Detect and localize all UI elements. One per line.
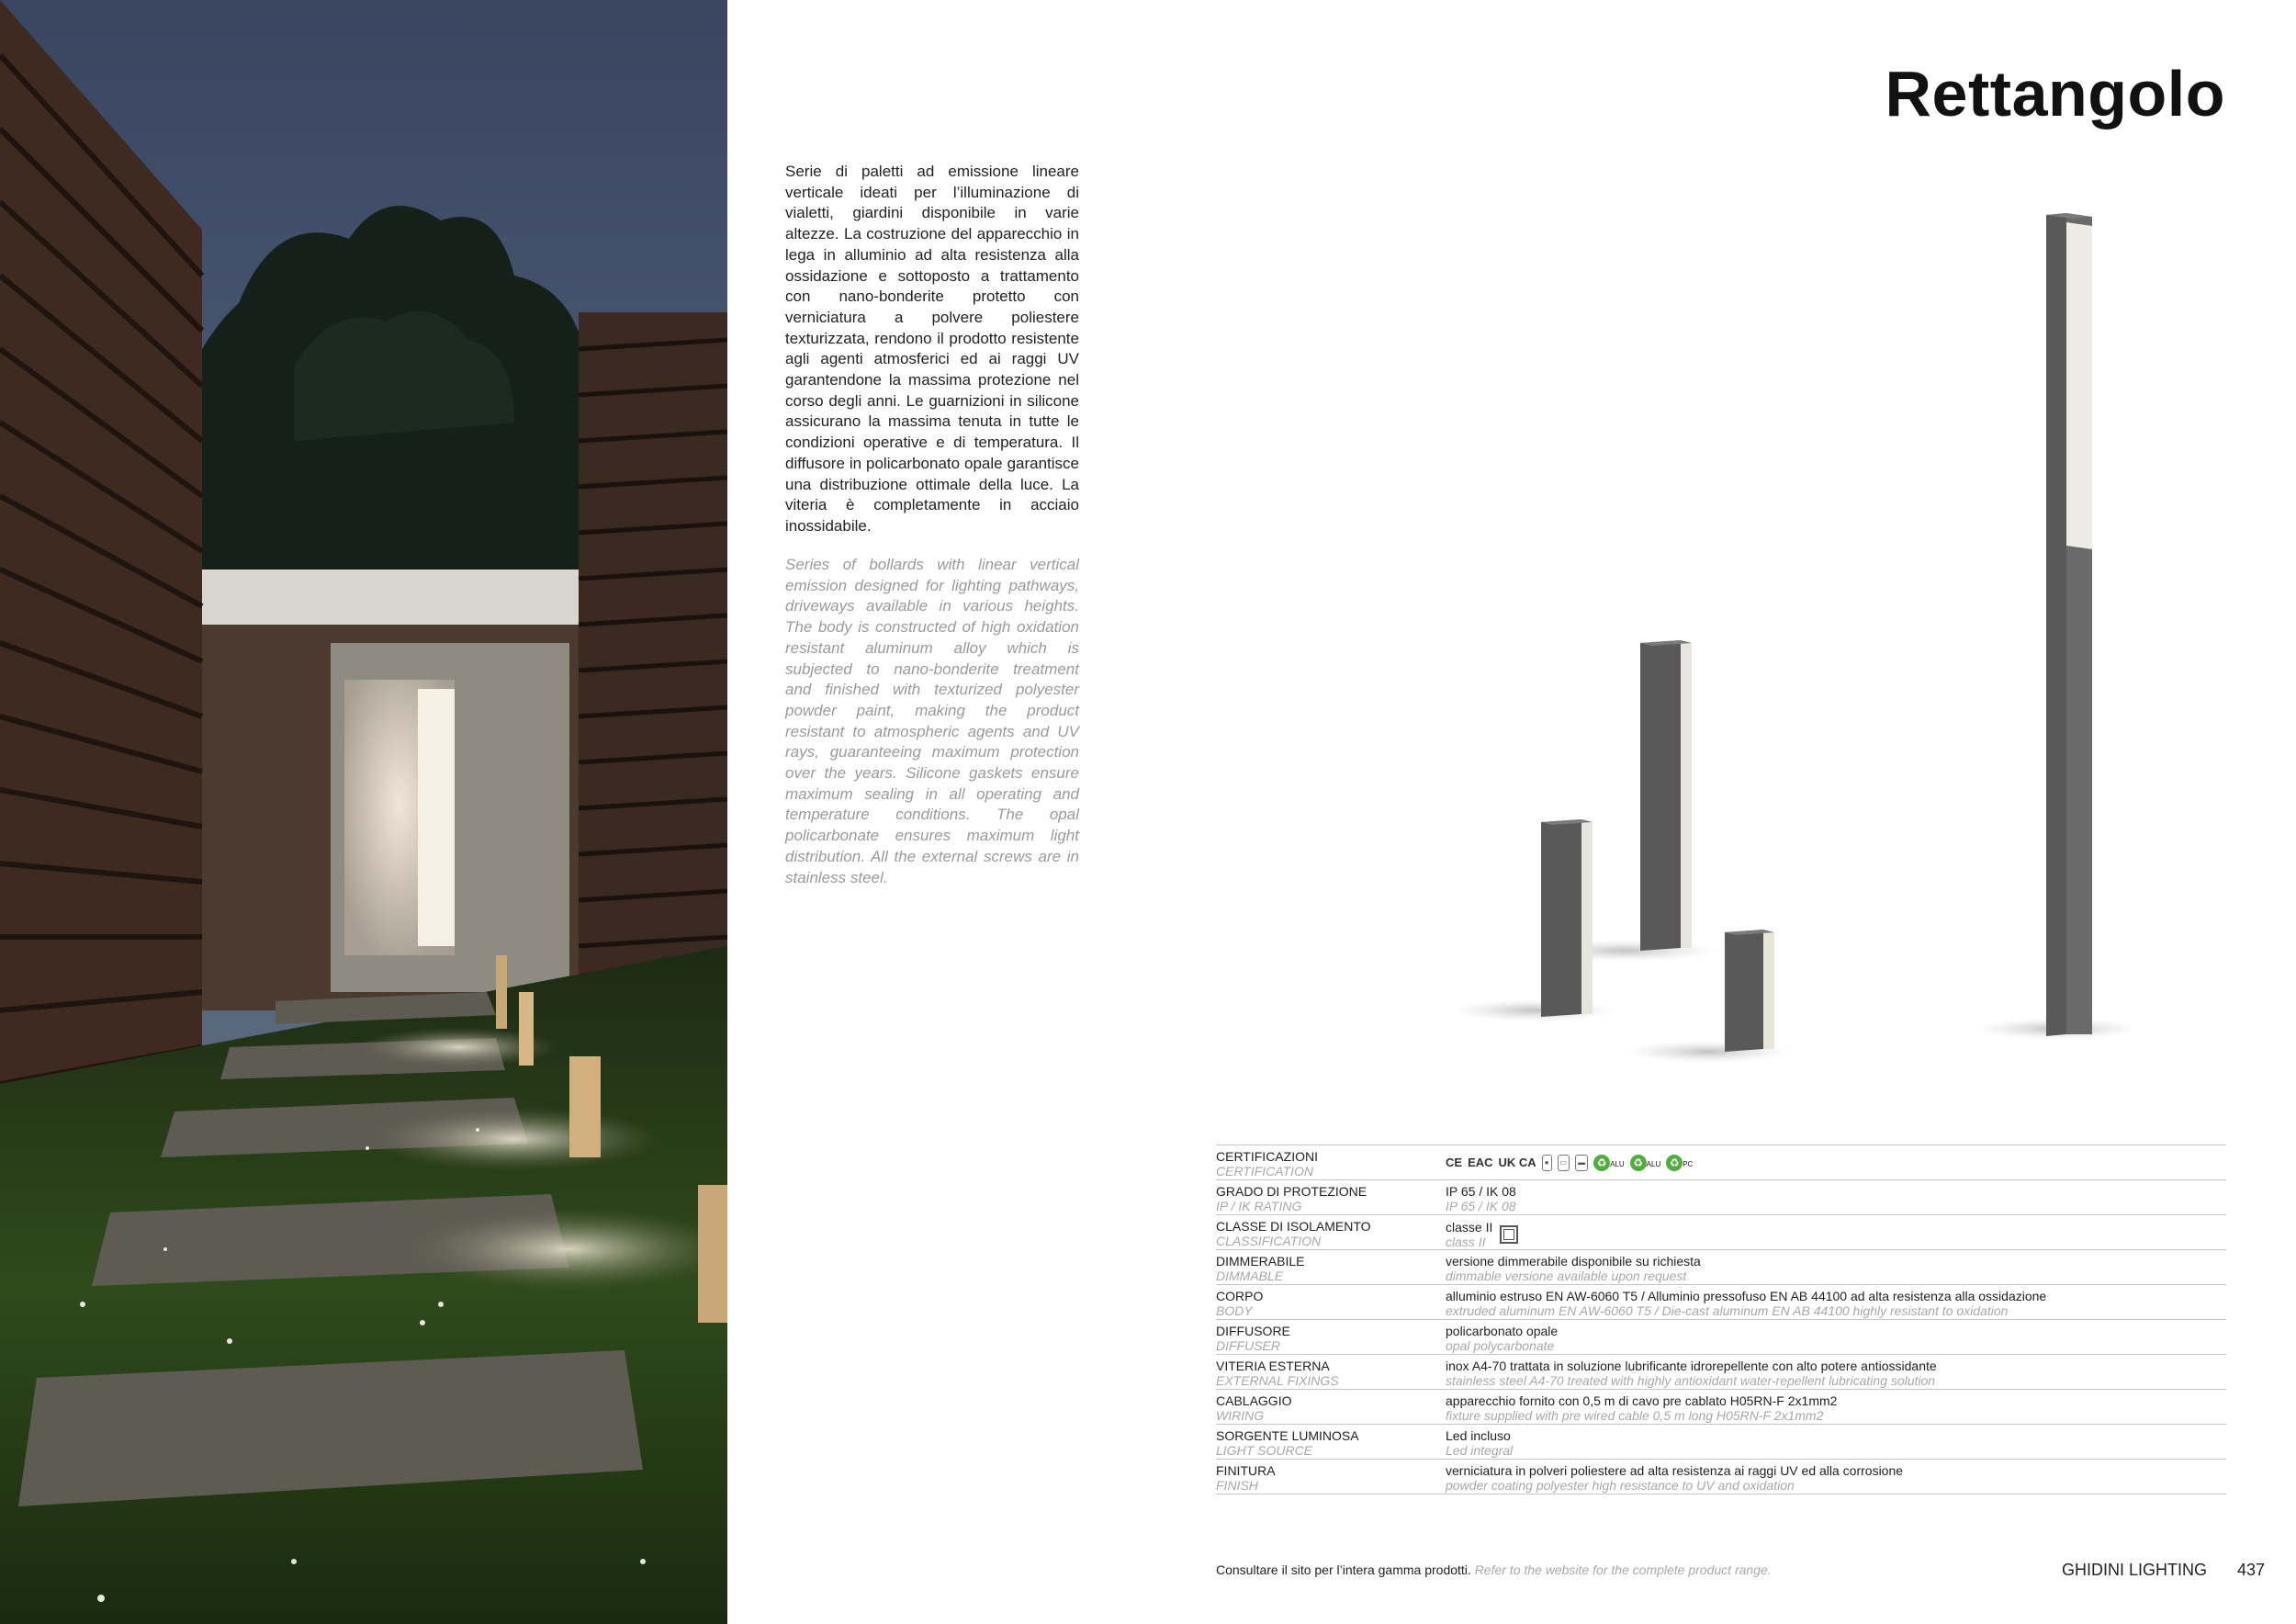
- spec-value: classe II: [1446, 1219, 1493, 1235]
- spec-value: Led incluso: [1446, 1428, 1511, 1443]
- spec-value-en: powder coating polyester high resistance to UV and oxidation: [1446, 1478, 1795, 1493]
- website-note-en: Refer to the website for the complete product range.: [1474, 1562, 1772, 1577]
- spec-row-dimmable: [1216, 1250, 2226, 1285]
- spec-label-en: DIMMABLE: [1216, 1269, 1284, 1283]
- spec-row-certifications: [1216, 1145, 2226, 1180]
- seal-icon: ●: [1542, 1155, 1552, 1171]
- ce-mark-icon: CE: [1446, 1156, 1463, 1169]
- spec-value-en: opal polycarbonate: [1446, 1338, 1555, 1353]
- spec-label: FINITURA: [1216, 1463, 1276, 1478]
- spec-label: DIFFUSORE: [1216, 1324, 1290, 1338]
- bollard-small: [1725, 930, 1774, 1052]
- recycle-alu-icon: ♻ ALU: [1630, 1155, 1661, 1172]
- spec-row-external-fixings: [1216, 1355, 2226, 1390]
- spec-label: CORPO: [1216, 1289, 1264, 1303]
- spec-value-en: stainless steel A4-70 treated with highly antioxidant water-repellent lubricating solution: [1446, 1373, 1936, 1388]
- spec-label-en: IP / IK RATING: [1216, 1199, 1302, 1213]
- brand-name: GHIDINI LIGHTING: [2062, 1561, 2208, 1579]
- spec-value: verniciatura in polveri poliestere ad alta resistenza ai raggi UV ed alla corrosione: [1446, 1463, 1904, 1478]
- spec-label: SORGENTE LUMINOSA: [1216, 1428, 1359, 1443]
- spec-row-body: [1216, 1285, 2226, 1320]
- certification-icons: [1446, 1149, 2226, 1177]
- spec-value-en: extruded aluminum EN AW-6060 T5 / Die-cast aluminum EN AB 44100 highly resistant to oxidation: [1446, 1303, 2009, 1318]
- spec-label: CLASSE DI ISOLAMENTO: [1216, 1219, 1371, 1234]
- spec-label-en: EXTERNAL FIXINGS: [1216, 1373, 1339, 1388]
- spec-row-diffuser: [1216, 1320, 2226, 1355]
- spec-label-en: DIFFUSER: [1216, 1338, 1280, 1353]
- recycle-alu-icon: ♻ ALU: [1593, 1155, 1625, 1172]
- spec-label-en: WIRING: [1216, 1408, 1265, 1423]
- spec-label: CABLAGGIO: [1216, 1393, 1292, 1408]
- spec-label-en: BODY: [1216, 1303, 1253, 1318]
- weee-icon: ▭: [1558, 1155, 1570, 1171]
- spec-value-en: IP 65 / IK 08: [1446, 1199, 1516, 1213]
- recycle-pc-icon: ♻ PC: [1666, 1155, 1693, 1172]
- spec-value-en: fixture supplied with pre wired cable 0,5 m long H05RN-F 2x1mm2: [1446, 1408, 1824, 1423]
- spec-value: inox A4-70 trattata in soluzione lubrificante idrorepellente con alto potere antiossidante: [1446, 1359, 1937, 1373]
- spec-value-en: class II: [1446, 1234, 1486, 1249]
- spec-row-light-source: [1216, 1425, 2226, 1460]
- bollards-illustration: [1460, 202, 2131, 1084]
- shadow-short: [1460, 999, 1616, 1021]
- eac-mark-icon: EAC: [1468, 1156, 1493, 1169]
- energy-icon: ▬: [1575, 1155, 1588, 1171]
- spec-table: [1216, 1145, 2226, 1494]
- spec-label-en: FINISH: [1216, 1478, 1258, 1493]
- spec-value-en: dimmable versione available upon request: [1446, 1269, 1687, 1283]
- spec-value: IP 65 / IK 08: [1446, 1184, 1516, 1199]
- spec-label: VITERIA ESTERNA: [1216, 1359, 1330, 1373]
- spec-row-finish: [1216, 1460, 2226, 1494]
- spec-value: apparecchio fornito con 0,5 m di cavo pre cablato H05RN-F 2x1mm2: [1446, 1393, 1838, 1408]
- spec-row-classification: [1216, 1215, 2226, 1250]
- spec-label: GRADO DI PROTEZIONE: [1216, 1184, 1367, 1199]
- spec-value-en: Led integral: [1446, 1443, 1514, 1458]
- spec-label: DIMMERABILE: [1216, 1254, 1305, 1269]
- class-ii-icon: [1500, 1225, 1518, 1244]
- bollard-short: [1541, 819, 1593, 1017]
- ukca-mark-icon: UK CA: [1498, 1156, 1536, 1169]
- spec-row-wiring: [1216, 1390, 2226, 1425]
- description-english: Series of bollards with linear vertical emission designed for lighting pathways, driveways available in various heights. The body is constructed of high oxidation resistant aluminum alloy which is subjected to nano-bonderite treatment and finished with texturized polyester powder paint, making the product resistant to atmospheric agents and UV rays, guaranteeing maximum protection over the years. Silicone gaskets ensure maximum sealing in all operating and temperature conditions. The opal policarbonate ensures maximum light distribution. All the external screws are in stainless steel.: [785, 556, 1079, 886]
- spec-row-ip-rating: [1216, 1180, 2226, 1215]
- spec-label: CERTIFICAZIONI: [1216, 1149, 1318, 1164]
- page-number: 437: [2237, 1561, 2266, 1579]
- spec-label-en: CLASSIFICATION: [1216, 1234, 1322, 1248]
- bollard-medium: [1640, 640, 1692, 951]
- bollard-tall: [2046, 213, 2092, 1036]
- garden-photo-illustration: [0, 0, 727, 1624]
- spec-value: alluminio estruso EN AW-6060 T5 / Alluminio pressofuso EN AB 44100 ad alta resistenza alla ossidazione: [1446, 1289, 2047, 1303]
- spec-label-en: LIGHT SOURCE: [1216, 1443, 1313, 1458]
- product-render: [1460, 202, 2131, 1084]
- website-note: [1216, 1562, 1772, 1577]
- spec-label-en: CERTIFICATION: [1216, 1164, 1314, 1179]
- garden-photo: [0, 0, 727, 1624]
- website-note-it: Consultare il sito per l’intera gamma prodotti.: [1216, 1562, 1471, 1577]
- product-title: Rettangolo: [1885, 58, 2225, 130]
- spec-value: versione dimmerabile disponibile su richiesta: [1446, 1254, 1701, 1269]
- description-italian: Serie di paletti ad emissione lineare verticale ideati per l’illuminazione di vialetti, giardini disponibile in varie altezze. La costruzione del apparecchio in lega in alluminio ad alta resistenza alla ossidazione e sottoposto a trattamento con nano-bonderite protetto con verniciatura a polvere poliestere texturizzata, rendono il prodotto resistente agli agenti atmosferici ed ai raggi UV garantendone la massima protezione nel corso degli anni. Le guarnizioni in silicone assicurano la massima tenuta in tutte le condizioni operative e di temperatura. Il diffusore in policarbonato opale garantisce una distribuzione ottimale della luce. La viteria è completamente in acciaio inossidabile.: [785, 163, 1079, 535]
- spec-value: policarbonato opale: [1446, 1324, 1559, 1338]
